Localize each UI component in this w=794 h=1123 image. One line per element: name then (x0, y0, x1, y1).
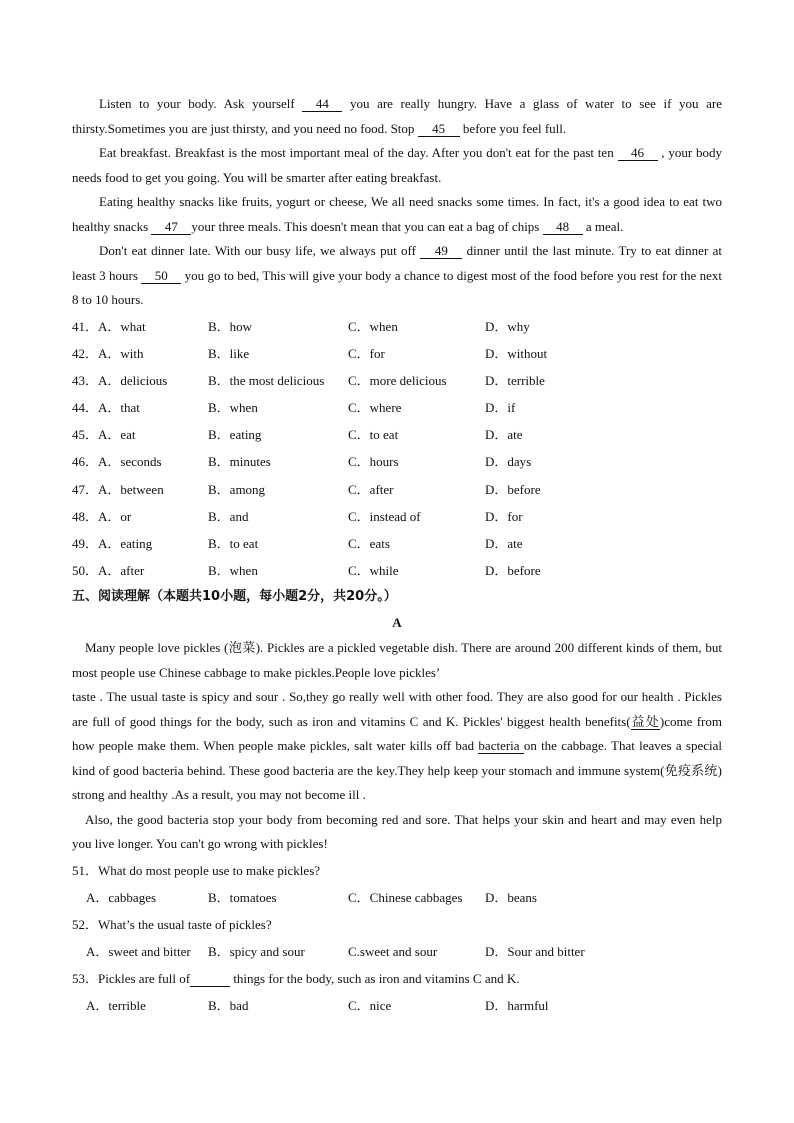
question-options (72, 884, 722, 911)
text: your three meals. This doesn't mean that you can eat a bag of chips (191, 218, 543, 234)
option[interactable]: 42．A．with (72, 345, 144, 361)
underlined-word: 益处 (630, 713, 660, 729)
text: a meal. (582, 218, 624, 234)
option[interactable]: C．instead of (348, 508, 421, 524)
option[interactable]: D．if (485, 400, 516, 416)
option[interactable]: 45．A．eat (72, 427, 136, 443)
option-row (72, 503, 722, 530)
option[interactable]: A．cabbages (86, 889, 157, 905)
text: things for the body, such as iron and vitamins C and K. (230, 970, 520, 986)
text: Eat breakfast. Breakfast is the most important meal of the day. After you don't eat for the past ten (99, 145, 618, 160)
option[interactable]: D．terrible (485, 372, 545, 388)
option[interactable]: A．sweet and bitter (86, 943, 191, 959)
option[interactable]: 48．A．or (72, 508, 132, 524)
option[interactable]: C．after (348, 481, 394, 497)
option[interactable]: B．spicy and sour (208, 943, 305, 959)
option[interactable]: B．when (208, 400, 258, 416)
option[interactable]: C．nice (348, 997, 392, 1013)
passage-paragraph: Many people love pickles (泡菜). Pickles are a pickled vegetable dish. There are around 200 different kinds of them, but most people use Chinese cabbage to make pickles.People love pickles’ (72, 640, 722, 680)
text: 53．Pickles are full of (72, 970, 191, 986)
text: )come from how people make them. When people make pickles, salt water kills off bad (72, 713, 722, 754)
text: you go to bed, This will give your body a chance to digest most of the food before you rest for the next 8 to 10 hours. (72, 267, 722, 307)
passage-paragraph (72, 190, 722, 239)
text: on the cabbage. That leaves a special kind of good bacteria behind. These good bacteria are the key.They help keep your stomach and immune system(免疫系统) strong and healthy .As a result, you may not become ill . (72, 738, 722, 803)
option[interactable]: C．where (348, 400, 402, 416)
answer-blank[interactable] (190, 971, 230, 987)
option[interactable]: B．when (208, 563, 258, 579)
option[interactable]: D．days (485, 454, 532, 470)
passage-paragraph (72, 685, 722, 808)
answer-blank[interactable]: 46 (618, 145, 658, 161)
passage-paragraph: Also, the good bacteria stop your body from becoming red and sore. That helps your skin and heart and may even help you live longer. You can't go wrong with pickles! (72, 811, 722, 852)
option[interactable]: D．harmful (485, 997, 549, 1013)
answer-blank[interactable]: 47 (151, 219, 191, 235)
passage-label: A (392, 615, 402, 631)
answer-blank[interactable]: 50 (141, 268, 181, 284)
option-row (72, 530, 722, 557)
text: before you feel full. (459, 120, 567, 136)
question-options (72, 992, 722, 1019)
option-row (72, 313, 722, 340)
option[interactable]: B．among (208, 481, 266, 497)
option[interactable]: 50．A．after (72, 563, 145, 579)
option[interactable]: B．like (208, 345, 250, 361)
option[interactable]: D．why (485, 318, 530, 334)
option[interactable]: C．for (348, 345, 385, 361)
option[interactable]: B．the most delicious (208, 372, 325, 388)
option[interactable]: B．and (208, 508, 249, 524)
option-row (72, 557, 722, 584)
option[interactable]: D．beans (485, 889, 537, 905)
passage-paragraph (72, 92, 722, 141)
answer-blank[interactable]: 44 (302, 96, 342, 112)
answer-blank[interactable]: 49 (420, 243, 462, 259)
text: , your body needs food to get you going. You will be smarter after eating breakfast. (72, 145, 722, 185)
option[interactable]: A．terrible (86, 997, 146, 1013)
text: Listen to your body. Ask yourself (99, 96, 303, 111)
text: Eating healthy snacks like fruits, yogurt or cheese, We all need snacks some times. In fact, it's a good idea to eat two healthy snacks (72, 194, 722, 234)
option[interactable]: D．ate (485, 427, 523, 443)
passage-paragraph (72, 239, 722, 313)
option[interactable]: B．eating (208, 427, 262, 443)
text: Don't eat dinner late. With our busy life, we always put off (99, 243, 421, 258)
option[interactable]: B．how (208, 318, 253, 334)
option[interactable]: C.sweet and sour (348, 943, 438, 959)
answer-blank[interactable]: 48 (543, 219, 583, 235)
option[interactable]: D．ate (485, 536, 523, 551)
option[interactable]: C．more delicious (348, 372, 447, 388)
question-stem (72, 965, 722, 992)
answer-blank[interactable]: 45 (418, 121, 460, 137)
option[interactable]: D．for (485, 508, 523, 524)
section-title: 五、阅读理解（本题共10小题，每小题2分，共20分。） (72, 589, 397, 605)
option-row (72, 394, 722, 421)
option[interactable]: C．when (348, 318, 398, 334)
underlined-word: bacteria (478, 738, 524, 754)
option[interactable]: D．before (485, 563, 541, 579)
option[interactable]: B．tomatoes (208, 889, 277, 905)
option-row (72, 340, 722, 367)
passage-paragraph (72, 141, 722, 190)
option[interactable]: 47．A．between (72, 481, 164, 497)
option[interactable]: B．bad (208, 997, 249, 1013)
option[interactable]: B．to eat (208, 536, 259, 551)
option[interactable]: D．before (485, 481, 541, 497)
text: you are really hungry. Have a glass of water to see if you are thirsty.Sometimes you are just thirsty, and you need no food. Stop (72, 96, 723, 136)
question-stem: 52．What’s the usual taste of pickles? (72, 916, 272, 932)
option[interactable]: 43．A．delicious (72, 372, 168, 388)
option[interactable]: C．to eat (348, 427, 399, 443)
option-row (72, 448, 722, 475)
option-row (72, 421, 722, 448)
option[interactable]: C．eats (348, 536, 390, 551)
option-row (72, 476, 722, 503)
option[interactable]: B．minutes (208, 454, 271, 470)
option[interactable]: 49．A．eating (72, 536, 153, 551)
document-page (72, 92, 722, 1019)
text: dinner until the last minute. Try to eat dinner at least 3 hours (72, 243, 722, 283)
option[interactable]: D．without (485, 345, 548, 361)
option-row (72, 367, 722, 394)
text: taste . The usual taste is spicy and sour . So,they go really well with other food. They are also good for our health . Pickles are full of good things for the body, such as iron and vitamins C and K. Pickles' biggest health benefits( (72, 689, 722, 729)
cloze-options (72, 313, 722, 585)
option[interactable]: 44．A．that (72, 400, 140, 416)
question-stem: 51．What do most people use to make pickles? (72, 862, 321, 878)
option[interactable]: D．Sour and bitter (485, 943, 585, 959)
option[interactable]: C．while (348, 563, 399, 579)
option[interactable]: C．hours (348, 454, 399, 470)
option[interactable]: 41．A．what (72, 318, 146, 334)
question-options (72, 938, 722, 965)
option[interactable]: 46．A．seconds (72, 454, 162, 470)
option[interactable]: C．Chinese cabbages (348, 889, 463, 905)
